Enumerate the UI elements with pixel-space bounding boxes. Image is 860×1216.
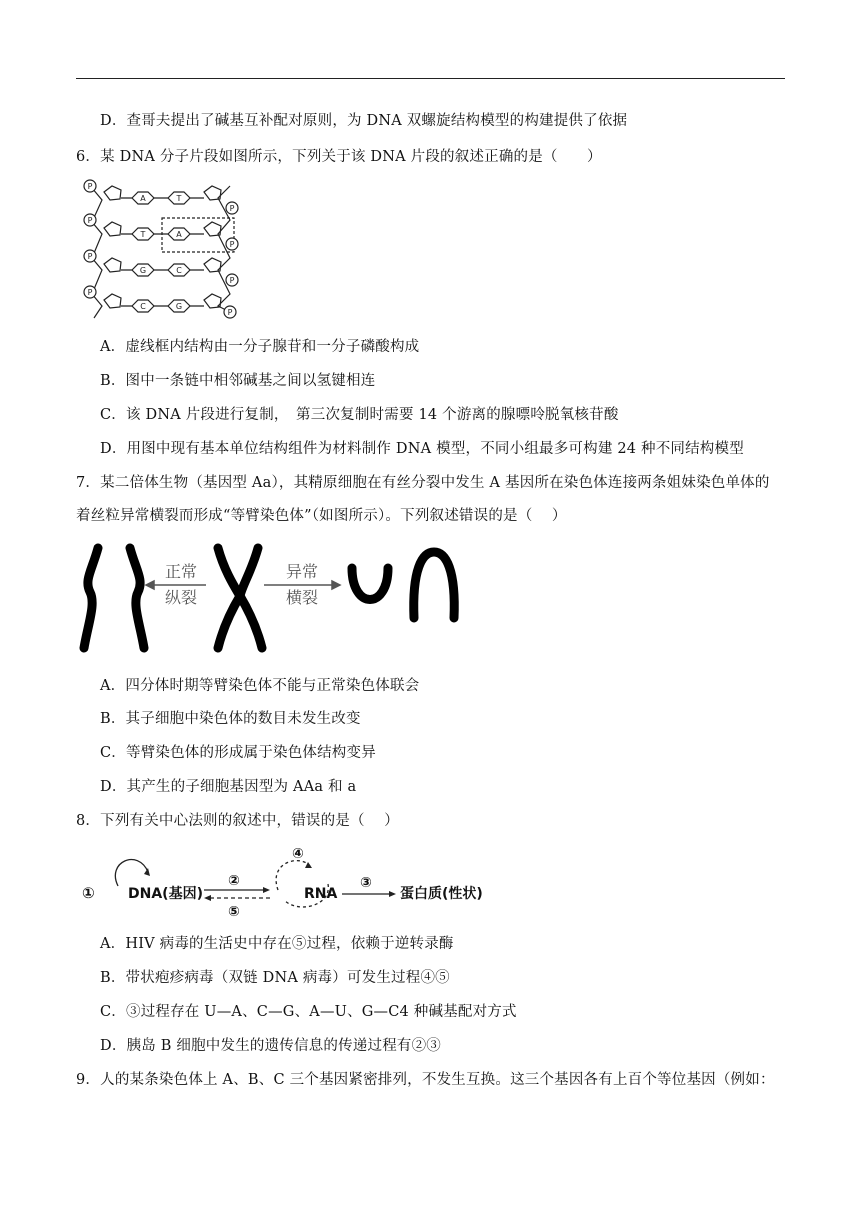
dna-fragment-figure: [80, 178, 240, 323]
phosphate-label: P: [229, 204, 235, 213]
q9-stem: 9．人的某条染色体上 A、B、C 三个基因紧密排列，不发生互换。这三个基因各有上百个等位基因（例如：: [76, 1072, 775, 1088]
q5-option-d: D．查哥夫提出了碱基互补配对原则，为 DNA 双螺旋结构模型的构建提供了依据: [100, 113, 628, 129]
base-label: T: [140, 230, 146, 239]
q8-option-d: D．胰岛 B 细胞中发生的遗传信息的传递过程有②③: [100, 1038, 441, 1054]
isochromosome-figure: [78, 540, 468, 656]
q8-stem: 8．下列有关中心法则的叙述中，错误的是（ ）: [76, 813, 399, 829]
q8-option-b: B．带状疱疹病毒（双链 DNA 病毒）可发生过程④⑤: [100, 970, 450, 986]
base-label: A: [140, 194, 146, 203]
process-1-label: ①: [82, 884, 95, 902]
q8-option-c: C．③过程存在 U—A、C—G、A—U、G—C4 种碱基配对方式: [100, 1004, 517, 1020]
q7-stem-line2: 着丝粒异常横裂而形成“等臂染色体”（如图所示）。下列叙述错误的是（ ）: [76, 508, 567, 524]
q6-option-c: C．该 DNA 片段进行复制， 第三次复制时需要 14 个游离的腺嘌呤脱氧核苷酸: [100, 407, 619, 423]
process-4-label: ④: [292, 846, 304, 862]
rna-label: RNA: [304, 886, 338, 902]
abnormal-label-1: 异常: [285, 562, 319, 581]
q7-option-a: A．四分体时期等臂染色体不能与正常染色体联会: [100, 678, 420, 694]
process-2-label: ②: [228, 873, 240, 889]
q7-option-c: C．等臂染色体的形成属于染色体结构变异: [100, 745, 376, 761]
normal-label-1: 正常: [164, 562, 198, 581]
base-label: G: [175, 302, 183, 311]
q6-option-d: D．用图中现有基本单位结构组件为材料制作 DNA 模型，不同小组最多可构建 24 种不同结构模型: [100, 441, 744, 457]
base-label: A: [176, 230, 182, 239]
normal-label-2: 纵裂: [164, 588, 198, 607]
base-label: C: [176, 266, 182, 275]
phosphate-label: P: [87, 182, 93, 191]
q6-option-a: A．虚线框内结构由一分子腺苷和一分子磷酸构成: [100, 339, 420, 355]
process-5-label: ⑤: [228, 904, 240, 920]
base-label: G: [139, 266, 147, 275]
dna-label: DNA(基因): [128, 886, 203, 902]
phosphate-label: P: [227, 308, 233, 317]
header-rule: [76, 78, 785, 79]
q7-stem-line1: 7．某二倍体生物（基因型 Aa），其精原细胞在有丝分裂中发生 A 基因所在染色体连接两条姐妹染色单体的: [76, 475, 770, 491]
q6-stem: 6．某 DNA 分子片段如图所示，下列关于该 DNA 片段的叙述正确的是（ ）: [76, 149, 602, 165]
phosphate-label: P: [229, 240, 235, 249]
central-dogma-figure: [78, 842, 498, 922]
q7-option-b: B．其子细胞中染色体的数目未发生改变: [100, 711, 361, 727]
base-label: C: [140, 302, 146, 311]
q7-option-d: D．其产生的子细胞基因型为 AAa 和 a: [100, 779, 357, 795]
phosphate-label: P: [229, 276, 235, 285]
base-label: T: [176, 194, 182, 203]
q6-option-b: B．图中一条链中相邻碱基之间以氢键相连: [100, 373, 376, 389]
phosphate-label: P: [87, 288, 93, 297]
abnormal-label-2: 横裂: [285, 588, 319, 607]
protein-label: 蛋白质(性状): [400, 886, 483, 902]
process-3-label: ③: [360, 875, 372, 891]
q8-option-a: A．HIV 病毒的生活史中存在⑤过程，依赖于逆转录酶: [100, 936, 454, 952]
phosphate-label: P: [87, 252, 93, 261]
phosphate-label: P: [87, 216, 93, 225]
